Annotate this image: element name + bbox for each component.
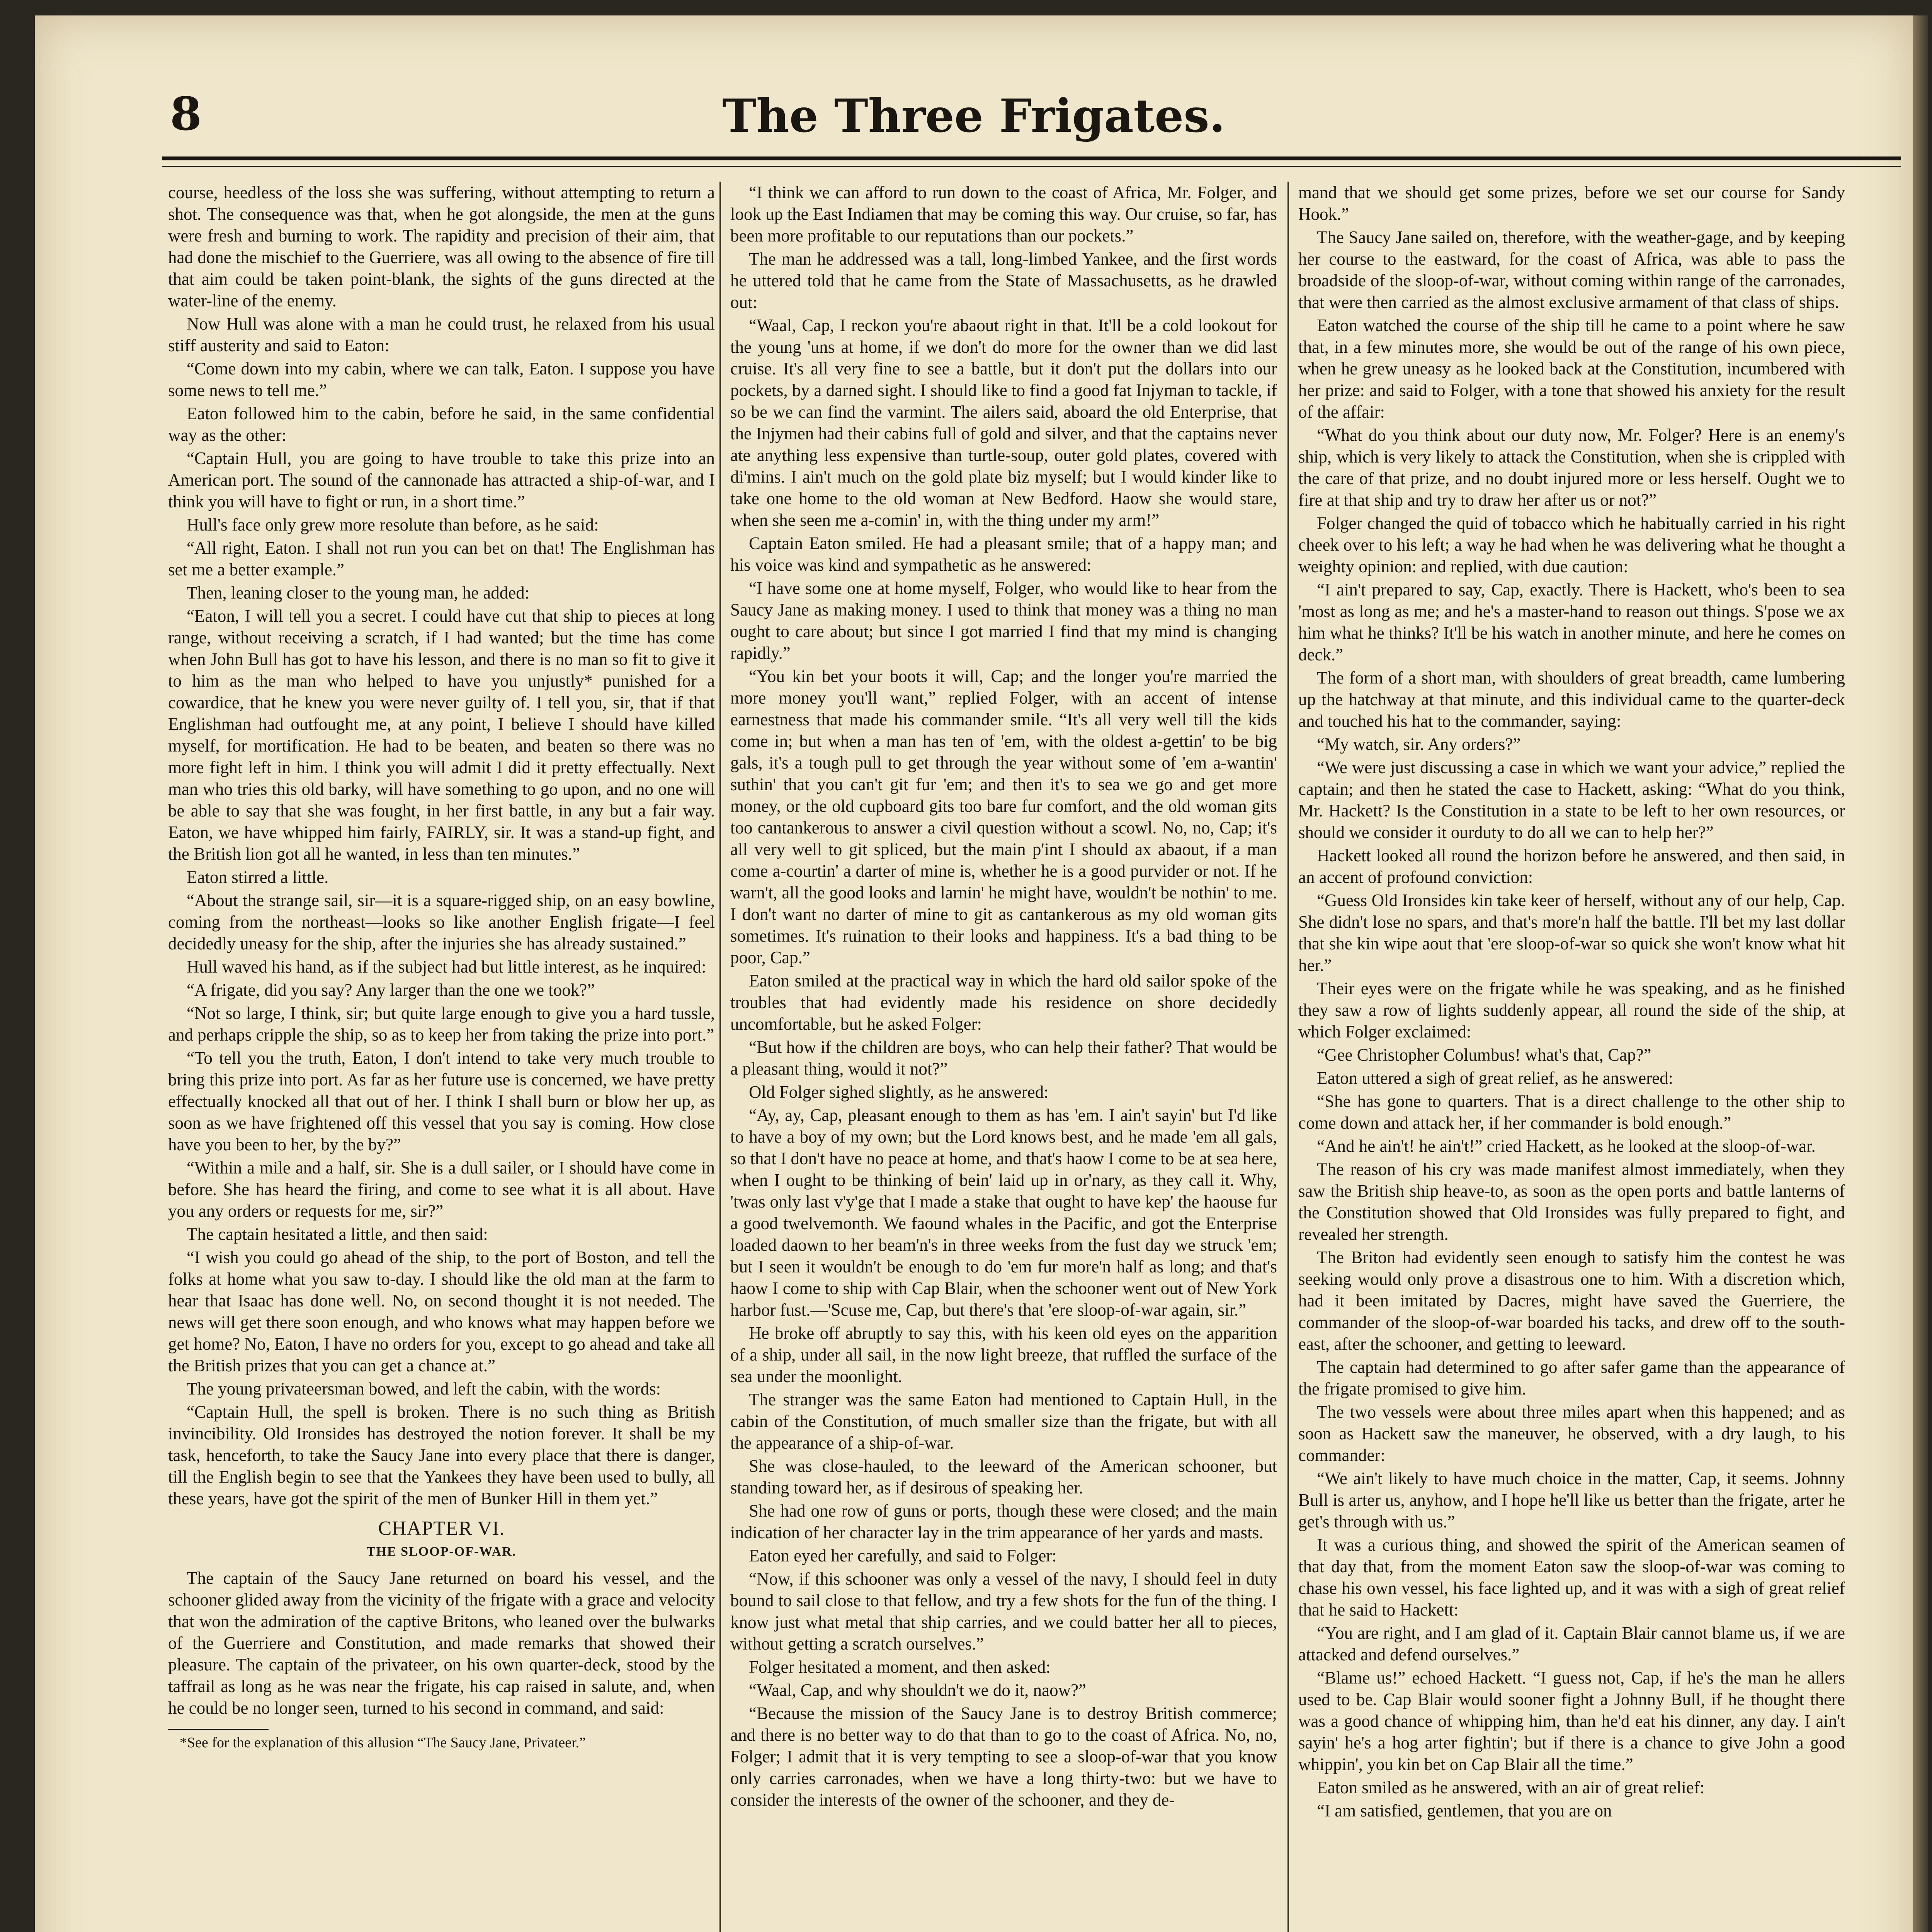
paragraph: “Ay, ay, Cap, pleasant enough to them as has 'em. I ain't sayin' but I'd like to have a boy of my own; but the Lord knows best, and he made 'em all gals, so that I don't have no peace at home, and that's haow I come to be at sea here, when I ought to be thinking of bein' laid up in or'nary, as they call it. Why, 'twas only last v'y'ge that I made a stake that ought to have kep' the haouse fur a good twelvemonth. We faound whales in the Pacific, and got the Enterprise loaded daown to her beam'n's in three weeks from the fust day we struck 'em; but I seen it wouldn't be enough to do 'em fur more'n half as long; and that's haow I come to ship with Cap Blair, when the schooner went out of New York harbor fust.—'Scuse me, Cap, but there's that 'ere sloop-of-war again, sir.” xyxy=(730,1105,1277,1320)
paragraph: “She has gone to quarters. That is a direct challenge to the other ship to come down and attack her, if her commander is bold enough.” xyxy=(1298,1092,1845,1133)
paragraph: The form of a short man, with shoulders of great breadth, came lumbering up the hatchway at that minute, and this individual came to the quarter-deck and touched his hat to the commander, saying: xyxy=(1298,668,1845,731)
paragraph: “I think we can afford to run down to the coast of Africa, Mr. Folger, and look up the East Indiamen that may be coming this way. Our cruise, so far, has been more profitable to our reputations than our pockets.” xyxy=(730,183,1277,245)
paragraph: “I am satisfied, gentlemen, that you are on xyxy=(1317,1801,1612,1820)
paragraph: Eaton uttered a sigh of great relief, as he answered: xyxy=(1317,1068,1673,1088)
paragraph: Their eyes were on the frigate while he was speaking, and as he finished they saw a row of lights suddenly appear, all round the side of the ship, at which Folger exclaimed: xyxy=(1298,979,1845,1041)
paragraph: “Eaton, I will tell you a secret. I could have cut that ship to pieces at long range, without receiving a scratch, if I had wanted; but the time has come when John Bull has got to have his lesson, and there is no man so fit to give it to him as the man who helped to have you unjustly* punished for a cowardice, that he knew you were never guilty of. I tell you, sir, that if that Englishman had outfought me, at any point, I believe I should have killed myself, for mortification. He had to be beaten, and beaten so there was no more fight left in him. I think you will admit I did it pretty effectually. Next man who tries this old barky, will have something to go upon, and no one will be able to say that she was fought, in her first battle, in any but a fair way. Eaton, we have whipped him fairly, FAIRLY, sir. It was a stand-up fight, and the British lion got all he wanted, in less than ten minutes.” xyxy=(168,606,715,864)
paragraph: Captain Eaton smiled. He had a pleasant smile; that of a happy man; and his voice was kind and sympathetic as he answered: xyxy=(730,534,1277,575)
column-3-text xyxy=(1298,182,1845,1821)
chapter-subtitle: THE SLOOP-OF-WAR. xyxy=(366,1544,517,1559)
column-2 xyxy=(730,182,1277,1932)
paragraph: Eaton stirred a little. xyxy=(187,867,329,887)
page-number: 8 xyxy=(170,87,202,141)
paragraph: “Gee Christopher Columbus! what's that, Cap?” xyxy=(1317,1045,1651,1065)
paragraph: “But how if the children are boys, who can help their father? That would be a pleasant thing, would it not?” xyxy=(730,1037,1277,1078)
paragraph: “My watch, sir. Any orders?” xyxy=(1317,735,1521,754)
paragraph: She was close-hauled, to the leeward of the American schooner, but standing toward her, as if desirous of speaking her. xyxy=(730,1456,1277,1497)
paragraph: “Come down into my cabin, where we can talk, Eaton. I suppose you have some news to tell me.” xyxy=(168,359,715,400)
running-title: The Three Frigates. xyxy=(722,89,1225,143)
paragraph: Folger hesitated a moment, and then asked: xyxy=(749,1657,1051,1677)
paragraph: “About the strange sail, sir—it is a square-rigged ship, on an easy bowline, coming from the northeast—looks so like another English frigate—I feel decidedly uneasy for the ship, after the injuries she has already sustained.” xyxy=(168,891,715,953)
paragraph: “You kin bet your boots it will, Cap; and the longer you're married the more money you'll want,” replied Folger, with an accent of intense earnestness that made his commander smile. “It's all very well till the kids come in; but when a man has ten of 'em, with the oldest a-gettin' to be big gals, it's a tough pull to get through the year without some of 'em a-wantin' suthin' that you can't git fur 'em; and then it's to sea we go and get more money, or the old cupboard gits too bare fur comfort, and the old woman gits too cantankerous to answer a civil question without a scowl. No, no, Cap; it's all very well to git spliced, but the main p'int I should ax abaout, if a man come a-courtin' a darter of mine is, whether he is a good purvider or not. If he warn't, all the good looks and larnin' he might have, wouldn't be nothin' to me. I don't want no darter of mine to git as cantankerous as my old woman gits sometimes. It's ruination to their looks and happiness. It's a bad thing to be poor, Cap.” xyxy=(730,667,1277,967)
paragraph: “You are right, and I am glad of it. Captain Blair cannot blame us, if we are attacked and defend ourselves.” xyxy=(1298,1623,1845,1664)
column-1 xyxy=(168,182,715,1932)
paragraph: The stranger was the same Eaton had mentioned to Captain Hull, in the cabin of the Constitution, of much smaller size than the frigate, but with all the appearance of a ship-of-war. xyxy=(730,1390,1277,1452)
chapter-title: CHAPTER VI. xyxy=(378,1517,505,1539)
paragraph: “I wish you could go ahead of the ship, to the port of Boston, and tell the folks at home what you saw to-day. I should like the old man at the farm to hear that Isaac has done well. No, on second thought it is not needed. The news will get there soon enough, and who knows what may happen before we get home? No, Eaton, I have no orders for you, except to go ahead and take all the British prizes that you can get a chance at.” xyxy=(168,1248,715,1375)
footnote-rule xyxy=(168,1729,269,1730)
paragraph: The Saucy Jane sailed on, therefore, with the weather-gage, and by keeping her course to the eastward, for the coast of Africa, was able to pass the broadside of the sloop-of-war, without coming within range of the carronades, that were then carried as the almost exclusive armament of that class of ships. xyxy=(1298,228,1845,312)
paragraph: “Because the mission of the Saucy Jane is to destroy British commerce; and there is no better way to do that than to go to the coast of Africa. No, no, Folger; I admit that it is very tempting to see a sloop-of-war that you know only carries carronades, when we have a long thirty-two: but we have to consider the interests of the owner of the schooner, and they de- xyxy=(730,1704,1277,1810)
paragraph: “Within a mile and a half, sir. She is a dull sailer, or I should have come in before. She has heard the firing, and come to see what it is all about. Have you any orders or requests for me, sir?” xyxy=(168,1158,715,1221)
paragraph: The man he addressed was a tall, long-limbed Yankee, and the first words he uttered told that he came from the State of Massachusetts, as he drawled out: xyxy=(730,249,1277,312)
footnote: *See for the explanation of this allusion “The Saucy Jane, Privateer.” xyxy=(180,1735,586,1751)
paragraph: “A frigate, did you say? Any larger than the one we took?” xyxy=(187,980,595,1000)
paragraph: Now Hull was alone with a man he could trust, he relaxed from his usual stiff austerity and said to Eaton: xyxy=(168,314,715,355)
paragraph: “Captain Hull, the spell is broken. There is no such thing as British invincibility. Old Ironsides has destroyed the notion forever. It shall be my task, henceforth, to take the Saucy Jane into every place that there is danger, till the English begin to see that the Yankees they have been used to bully, all these years, have got the spirit of the men of Bunker Hill in them yet.” xyxy=(168,1402,715,1508)
paragraph: The young privateersman bowed, and left the cabin, with the words: xyxy=(187,1379,661,1398)
paragraph: Eaton smiled at the practical way in which the hard old sailor spoke of the troubles that had evidently made his residence on shore decidedly uncomfortable, but he asked Folger: xyxy=(730,971,1277,1034)
paragraph: The captain of the Saucy Jane returned on board his vessel, and the schooner glided away from the vicinity of the frigate with a grace and velocity that won the admiration of the captive Britons, who leaned over the bulwarks of the Guerriere and Constitution, and made remarks that showed their pleasure. The captain of the privateer, on his own quarter-deck, stood by the taffrail as long as he was near the frigate, his cap raised in salute, and, when he could be no longer seen, turned to his second in command, and said: xyxy=(168,1568,715,1718)
paragraph: The Briton had evidently seen enough to satisfy him the contest he was seeking would only prove a disastrous one to him. With a discretion which, had it been imitated by Dacres, might have saved the Guerriere, the commander of the sloop-of-war boarded his tacks, and drew off to the south-east, after the schooner, and getting to leeward. xyxy=(1298,1248,1845,1354)
paragraph: Hull waved his hand, as if the subject had but little interest, as he inquired: xyxy=(187,957,706,976)
paragraph: It was a curious thing, and showed the spirit of the American seamen of that day that, from the moment Eaton saw the sloop-of-war was coming to chase his own vessel, his face lighted up, and it was with a sigh of great relief that he said to Hackett: xyxy=(1298,1535,1845,1619)
column-3 xyxy=(1298,182,1845,1932)
paragraph: He broke off abruptly to say this, with his keen old eyes on the apparition of a ship, under all sail, in the now light breeze, that ruffled the surface of the sea under the moonlight. xyxy=(730,1323,1277,1386)
paragraph: The captain had determined to go after safer game than the appearance of the frigate promised to give him. xyxy=(1298,1357,1845,1398)
paragraph: “All right, Eaton. I shall not run you can bet on that! The Englishman has set me a better example.” xyxy=(168,538,715,579)
column-divider xyxy=(719,182,721,1932)
paragraph: Folger changed the quid of tobacco which he habitually carried in his right cheek over to his left; a way he had when he was delivering what he thought a weighty opinion: and replied, with due caution: xyxy=(1298,514,1845,576)
paragraph: “And he ain't! he ain't!” cried Hackett, as he looked at the sloop-of-war. xyxy=(1317,1136,1816,1156)
paragraph: “Captain Hull, you are going to have trouble to take this prize into an American port. The sound of the cannonade has attracted a ship-of-war, and I think you will have to fight or run, in a short time.” xyxy=(168,449,715,511)
paragraph: mand that we should get some prizes, before we set our course for Sandy Hook.” xyxy=(1298,183,1845,224)
paragraph: Old Folger sighed slightly, as he answered: xyxy=(749,1082,1049,1102)
paragraph: The captain hesitated a little, and then said: xyxy=(187,1225,488,1244)
paragraph: “Waal, Cap, I reckon you're abaout right in that. It'll be a cold lookout for the young 'uns at home, if we don't do more for the owner than we did last cruise. It's all very fine to see a battle, but it don't put the dollars into our pockets, by a darned sight. I should like to find a good fat Injyman to tackle, if so be we can find the varmint. The ailers said, aboard the old Enterprise, that the Injymen had their cabins full of gold and silver, and that the captains never ate anything less expensive than turtle-soup, outer gold plates, covered with di'mins. I ain't much on the gold plate biz myself; but I would kinder like to take one home to the old woman at New Bedford. Haow she would stare, when she seen me a-comin' in, with the thing under my arm!” xyxy=(730,316,1277,530)
paragraph: She had one row of guns or ports, though these were closed; and the main indication of her character lay in the trim appearance of her yards and masts. xyxy=(730,1501,1277,1542)
paragraph: “Not so large, I think, sir; but quite large enough to give you a hard tussle, and perhaps cripple the ship, so as to keep her from taking the prize into port.” xyxy=(168,1003,715,1044)
page-edge-shadow xyxy=(1913,15,1928,1932)
paragraph: Eaton watched the course of the ship till he came to a point where he saw that, in a few minutes more, she would be out of the range of his own piece, when he grew uneasy as he looked back at the Constitution, incumbered with her prize: and said to Folger, with a tone that showed his anxiety for the result of the affair: xyxy=(1298,316,1845,422)
paragraph: Eaton eyed her carefully, and said to Folger: xyxy=(749,1546,1057,1565)
paragraph: “We were just discussing a case in which we want your advice,” replied the captain; and then he stated the case to Hackett, asking: “What do you think, Mr. Hackett? Is the Constitution in a state to be left to her own resources, or should we consider it ourduty to do all we can to help her?” xyxy=(1298,758,1845,842)
paragraph: The reason of his cry was made manifest almost immediately, when they saw the British ship heave-to, as soon as the open ports and battle lanterns of the Constitution showed that Old Ironsides was fully prepared to fight, and revealed her strength. xyxy=(1298,1160,1845,1244)
paragraph: “Guess Old Ironsides kin take keer of herself, without any of our help, Cap. She didn't lose no spars, and that's more'n half the battle. I'll bet my last dollar that she kin wipe aout that 'ere sloop-of-war so quick she won't know what hit her.” xyxy=(1298,891,1845,975)
paragraph: Eaton smiled as he answered, with an air of great relief: xyxy=(1317,1778,1705,1797)
chapter-opening-text xyxy=(168,1567,715,1719)
paragraph: Hull's face only grew more resolute than before, as he said: xyxy=(187,515,599,534)
paragraph: Eaton followed him to the cabin, before he said, in the same confidential way as the other: xyxy=(168,404,715,445)
paragraph: “To tell you the truth, Eaton, I don't intend to take very much trouble to bring this prize into port. As far as her future use is concerned, we have pretty effectually knocked all that out of her. I think I shall burn or blow her up, as soon as we have frightened off this vessel that you say is coming. How close have you been to her, by the by?” xyxy=(168,1048,715,1154)
paragraph: Then, leaning closer to the young man, he added: xyxy=(187,583,530,602)
magazine-page xyxy=(35,15,1913,1932)
paragraph: Hackett looked all round the horizon before he answered, and then said, in an accent of profound conviction: xyxy=(1298,846,1845,887)
column-2-text xyxy=(730,182,1277,1811)
paragraph: “Blame us!” echoed Hackett. “I guess not, Cap, if he's the man he allers used to be. Cap Blair would sooner fight a Johnny Bull, if he thought there was a good chance of whipping him, than he'd eat his dinner, any day. I ain't sayin' he's a hog arter fightin'; but if there is a chance to give John a good whippin', you kin bet on Cap Blair all the time.” xyxy=(1298,1668,1845,1774)
column-divider xyxy=(1287,182,1289,1932)
paragraph: “I have some one at home myself, Folger, who would like to hear from the Saucy Jane as making money. I used to think that money was a thing no man ought to care about; but since I got married I find that my mind is changing rapidly.” xyxy=(730,578,1277,663)
paragraph: “We ain't likely to have much choice in the matter, Cap, it seems. Johnny Bull is arter us, anyhow, and I hope he'll like us better than the frigate, arter he get's through with us.” xyxy=(1298,1469,1845,1531)
paragraph: “I ain't prepared to say, Cap, exactly. There is Hackett, who's been to sea 'most as long as me; and he's a master-hand to reason out things. S'pose we ax him what he thinks? It'll be his watch in another minute, and here he comes on deck.” xyxy=(1298,580,1845,664)
paragraph: “What do you think about our duty now, Mr. Folger? Here is an enemy's ship, which is very likely to attack the Constitution, when she is crippled with the care of that prize, and no doubt injured more or less herself. Ought we to fire at that ship and try to draw her after us or not?” xyxy=(1298,425,1845,510)
paragraph: course, heedless of the loss she was suffering, without attempting to return a shot. The consequence was that, when he got alongside, the men at the guns were fresh and burning to work. The rapidity and precision of their aim, that had done the mischief to the Guerriere, was all owing to the absence of fire till that aim could be taken point-blank, the sights of the guns directed at the water-line of the enemy. xyxy=(168,183,715,310)
paragraph: “Now, if this schooner was only a vessel of the navy, I should feel in duty bound to sail close to that fellow, and try a few shots for the fun of the thing. I know just what metal that ship carries, and we could batter her all to pieces, without getting a scratch ourselves.” xyxy=(730,1569,1277,1653)
paragraph: The two vessels were about three miles apart when this happened; and as soon as Hackett saw the maneuver, he observed, with a dry laugh, to his commander: xyxy=(1298,1402,1845,1465)
paragraph: “Waal, Cap, and why shouldn't we do it, naow?” xyxy=(749,1680,1087,1700)
header-double-rule xyxy=(162,156,1901,167)
column-1-text xyxy=(168,182,715,1509)
